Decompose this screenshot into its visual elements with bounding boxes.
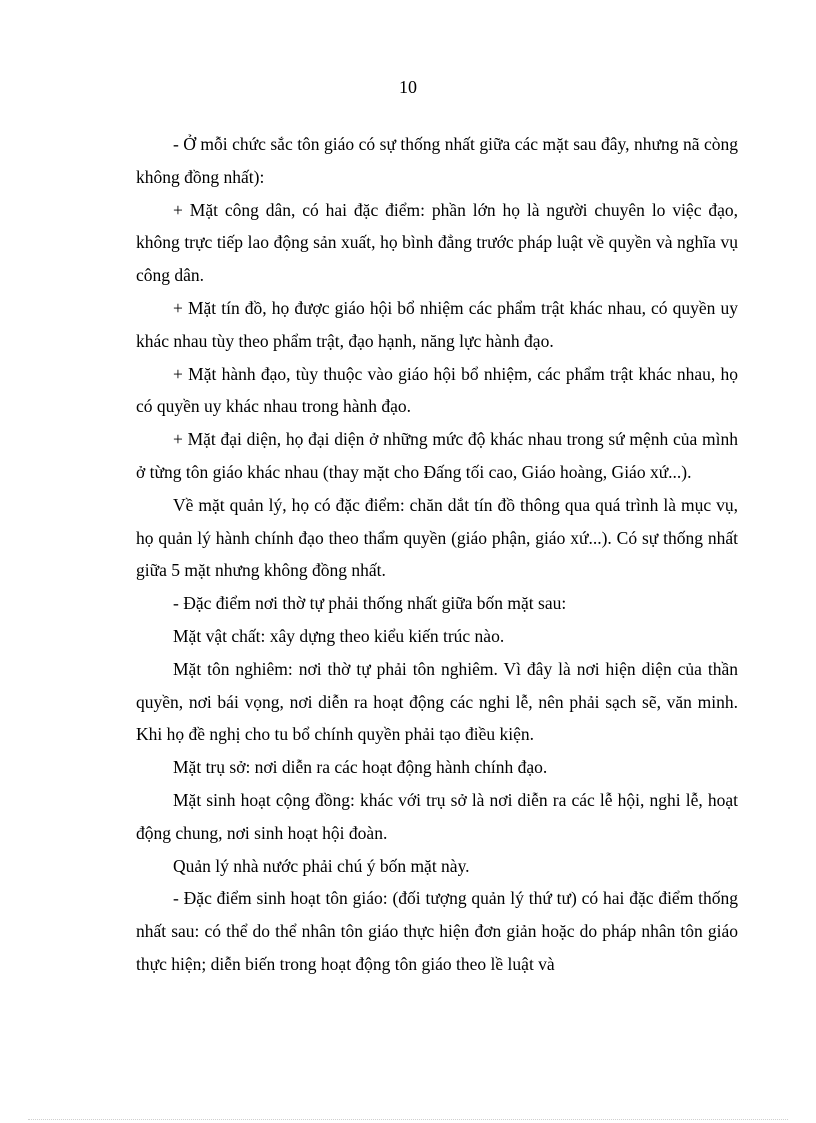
paragraph-practice-aspect: + Mặt hành đạo, tùy thuộc vào giáo hội bổ nhiệm, các phẩm trật khác nhau, họ có quyền uy khác nhau trong hành đạo. (136, 363, 738, 417)
paragraph-state-management-note: Quản lý nhà nước phải chú ý bốn mặt này. (173, 855, 470, 876)
paragraph-management-aspect: Về mặt quản lý, họ có đặc điểm: chăn dắt tín đồ thông qua quá trình là mục vụ, họ quản lý hành chính đạo theo thẩm quyền (giáo phận, giáo xứ...). Có sự thống nhất giữa 5 mặt nhưng không đồng nhất. (136, 494, 738, 581)
paragraph-material-aspect: Mặt vật chất: xây dựng theo kiểu kiến trúc nào. (173, 625, 505, 646)
paragraph-religious-activity: - Đặc điểm sinh hoạt tôn giáo: (đối tượng quản lý thứ tư) có hai đặc điểm thống nhất sau: có thể do thể nhân tôn giáo thực hiện đơn giản hoặc do pháp nhân tôn giáo thực hiện; diễn biến trong hoạt động tôn giáo theo lề luật và (136, 888, 738, 974)
paragraph-headquarters-aspect: Mặt trụ sở: nơi diễn ra các hoạt động hành chính đạo. (173, 757, 548, 778)
paragraph-community-aspect: Mặt sinh hoạt cộng đồng: khác với trụ sở là nơi diễn ra các lễ hội, nghi lễ, hoạt động chung, nơi sinh hoạt hội đoàn. (136, 789, 738, 843)
paragraph-citizen-aspect: + Mặt công dân, có hai đặc điểm: phần lớn họ là người chuyên lo việc đạo, không trực tiếp lao động sản xuất, họ bình đẳng trước pháp luật về quyền và nghĩa vụ công dân. (136, 199, 738, 286)
paragraph-believer-aspect: + Mặt tín đồ, họ được giáo hội bổ nhiệm các phẩm trật khác nhau, có quyền uy khác nhau tùy theo phẩm trật, đạo hạnh, năng lực hành đạo. (136, 297, 738, 351)
paragraph-clergy-intro: - Ở mỗi chức sắc tôn giáo có sự thống nhất giữa các mặt sau đây, nhưng nã còng không đồng nhất): (136, 134, 738, 187)
paragraph-solemnity-aspect: Mặt tôn nghiêm: nơi thờ tự phải tôn nghiêm. Vì đây là nơi hiện diện của thần quyền, nơi bái vọng, nơi diễn ra hoạt động các nghi lễ, nên phải sạch sẽ, văn minh. Khi họ đề nghị cho tu bổ chính quyền phải tạo điều kiện. (136, 658, 738, 745)
paragraph-worship-place-intro: - Đặc điểm nơi thờ tự phải thống nhất giữa bốn mặt sau: (173, 593, 567, 614)
page-number: 10 (399, 77, 417, 97)
paragraph-representative-aspect: + Mặt đại diện, họ đại diện ở những mức độ khác nhau trong sứ mệnh của mình ở từng tôn giáo khác nhau (thay mặt cho Đấng tối cao, Giáo hoàng, Giáo xứ...). (136, 429, 738, 482)
document-body (136, 128, 738, 981)
page-bottom-divider (28, 1119, 788, 1120)
